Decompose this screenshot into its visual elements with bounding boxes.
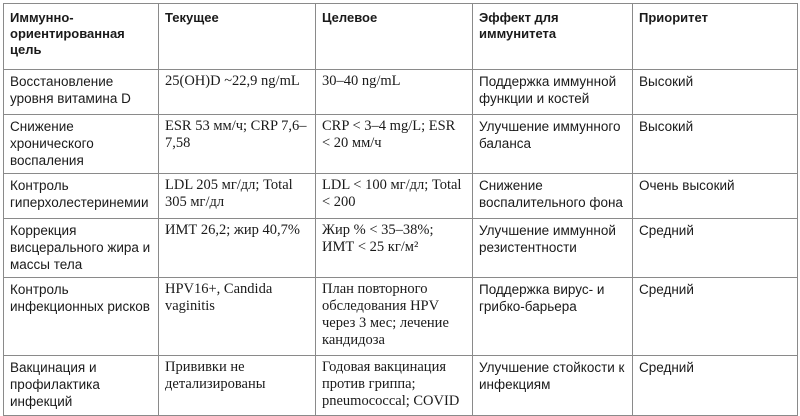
- priority-cell: Высокий: [633, 70, 798, 115]
- priority-cell: Высокий: [633, 115, 798, 174]
- effect-cell: Улучшение стойкости к инфекциям: [473, 356, 633, 416]
- effect-cell: Поддержка иммунной функции и костей: [473, 70, 633, 115]
- current-cell: HPV16+, Candida vaginitis: [159, 278, 316, 356]
- goal-cell: Снижение хронического воспаления: [4, 115, 159, 174]
- goal-cell: Коррекция висцерального жира и массы тела: [4, 219, 159, 278]
- header-target: Целевое: [316, 4, 473, 70]
- current-cell: 25(OH)D ~22,9 ng/mL: [159, 70, 316, 115]
- target-cell: План повторного обследования HPV через 3 мес; лечение кандидоза: [316, 278, 473, 356]
- table-row: [4, 219, 798, 278]
- target-cell: CRP < 3–4 mg/L; ESR < 20 мм/ч: [316, 115, 473, 174]
- effect-cell: Улучшение иммунной резистентности: [473, 219, 633, 278]
- current-cell: Прививки не детализированы: [159, 356, 316, 416]
- priority-cell: Средний: [633, 278, 798, 356]
- goal-cell: Контроль инфекционных рисков: [4, 278, 159, 356]
- effect-cell: Снижение воспалительного фона: [473, 174, 633, 219]
- table-row: [4, 115, 798, 174]
- header-priority: Приоритет: [633, 4, 798, 70]
- table-row: [4, 174, 798, 219]
- goal-cell: Вакцинация и профилактика инфекций: [4, 356, 159, 416]
- goals-table-container: [3, 3, 798, 416]
- priority-cell: Средний: [633, 356, 798, 416]
- target-cell: 30–40 ng/mL: [316, 70, 473, 115]
- priority-cell: Средний: [633, 219, 798, 278]
- target-cell: Годовая вакцинация против гриппа; pneumococcal; COVID: [316, 356, 473, 416]
- priority-cell: Очень высокий: [633, 174, 798, 219]
- target-cell: Жир % < 35–38%; ИМТ < 25 кг/м²: [316, 219, 473, 278]
- table-row: [4, 278, 798, 356]
- current-cell: ESR 53 мм/ч; CRP 7,6–7,58: [159, 115, 316, 174]
- table-header-row: [4, 4, 798, 70]
- current-cell: LDL 205 мг/дл; Total 305 мг/дл: [159, 174, 316, 219]
- immune-goals-table: [3, 3, 798, 416]
- target-cell: LDL < 100 мг/дл; Total < 200: [316, 174, 473, 219]
- header-current: Текущее: [159, 4, 316, 70]
- table-row: [4, 70, 798, 115]
- effect-cell: Поддержка вирус- и грибко-барьера: [473, 278, 633, 356]
- current-cell: ИМТ 26,2; жир 40,7%: [159, 219, 316, 278]
- header-effect: Эффект для иммунитета: [473, 4, 633, 70]
- effect-cell: Улучшение иммунного баланса: [473, 115, 633, 174]
- goal-cell: Восстановление уровня витамина D: [4, 70, 159, 115]
- goal-cell: Контроль гиперхолестеринемии: [4, 174, 159, 219]
- header-goal: Иммунно-ориентированная цель: [4, 4, 159, 70]
